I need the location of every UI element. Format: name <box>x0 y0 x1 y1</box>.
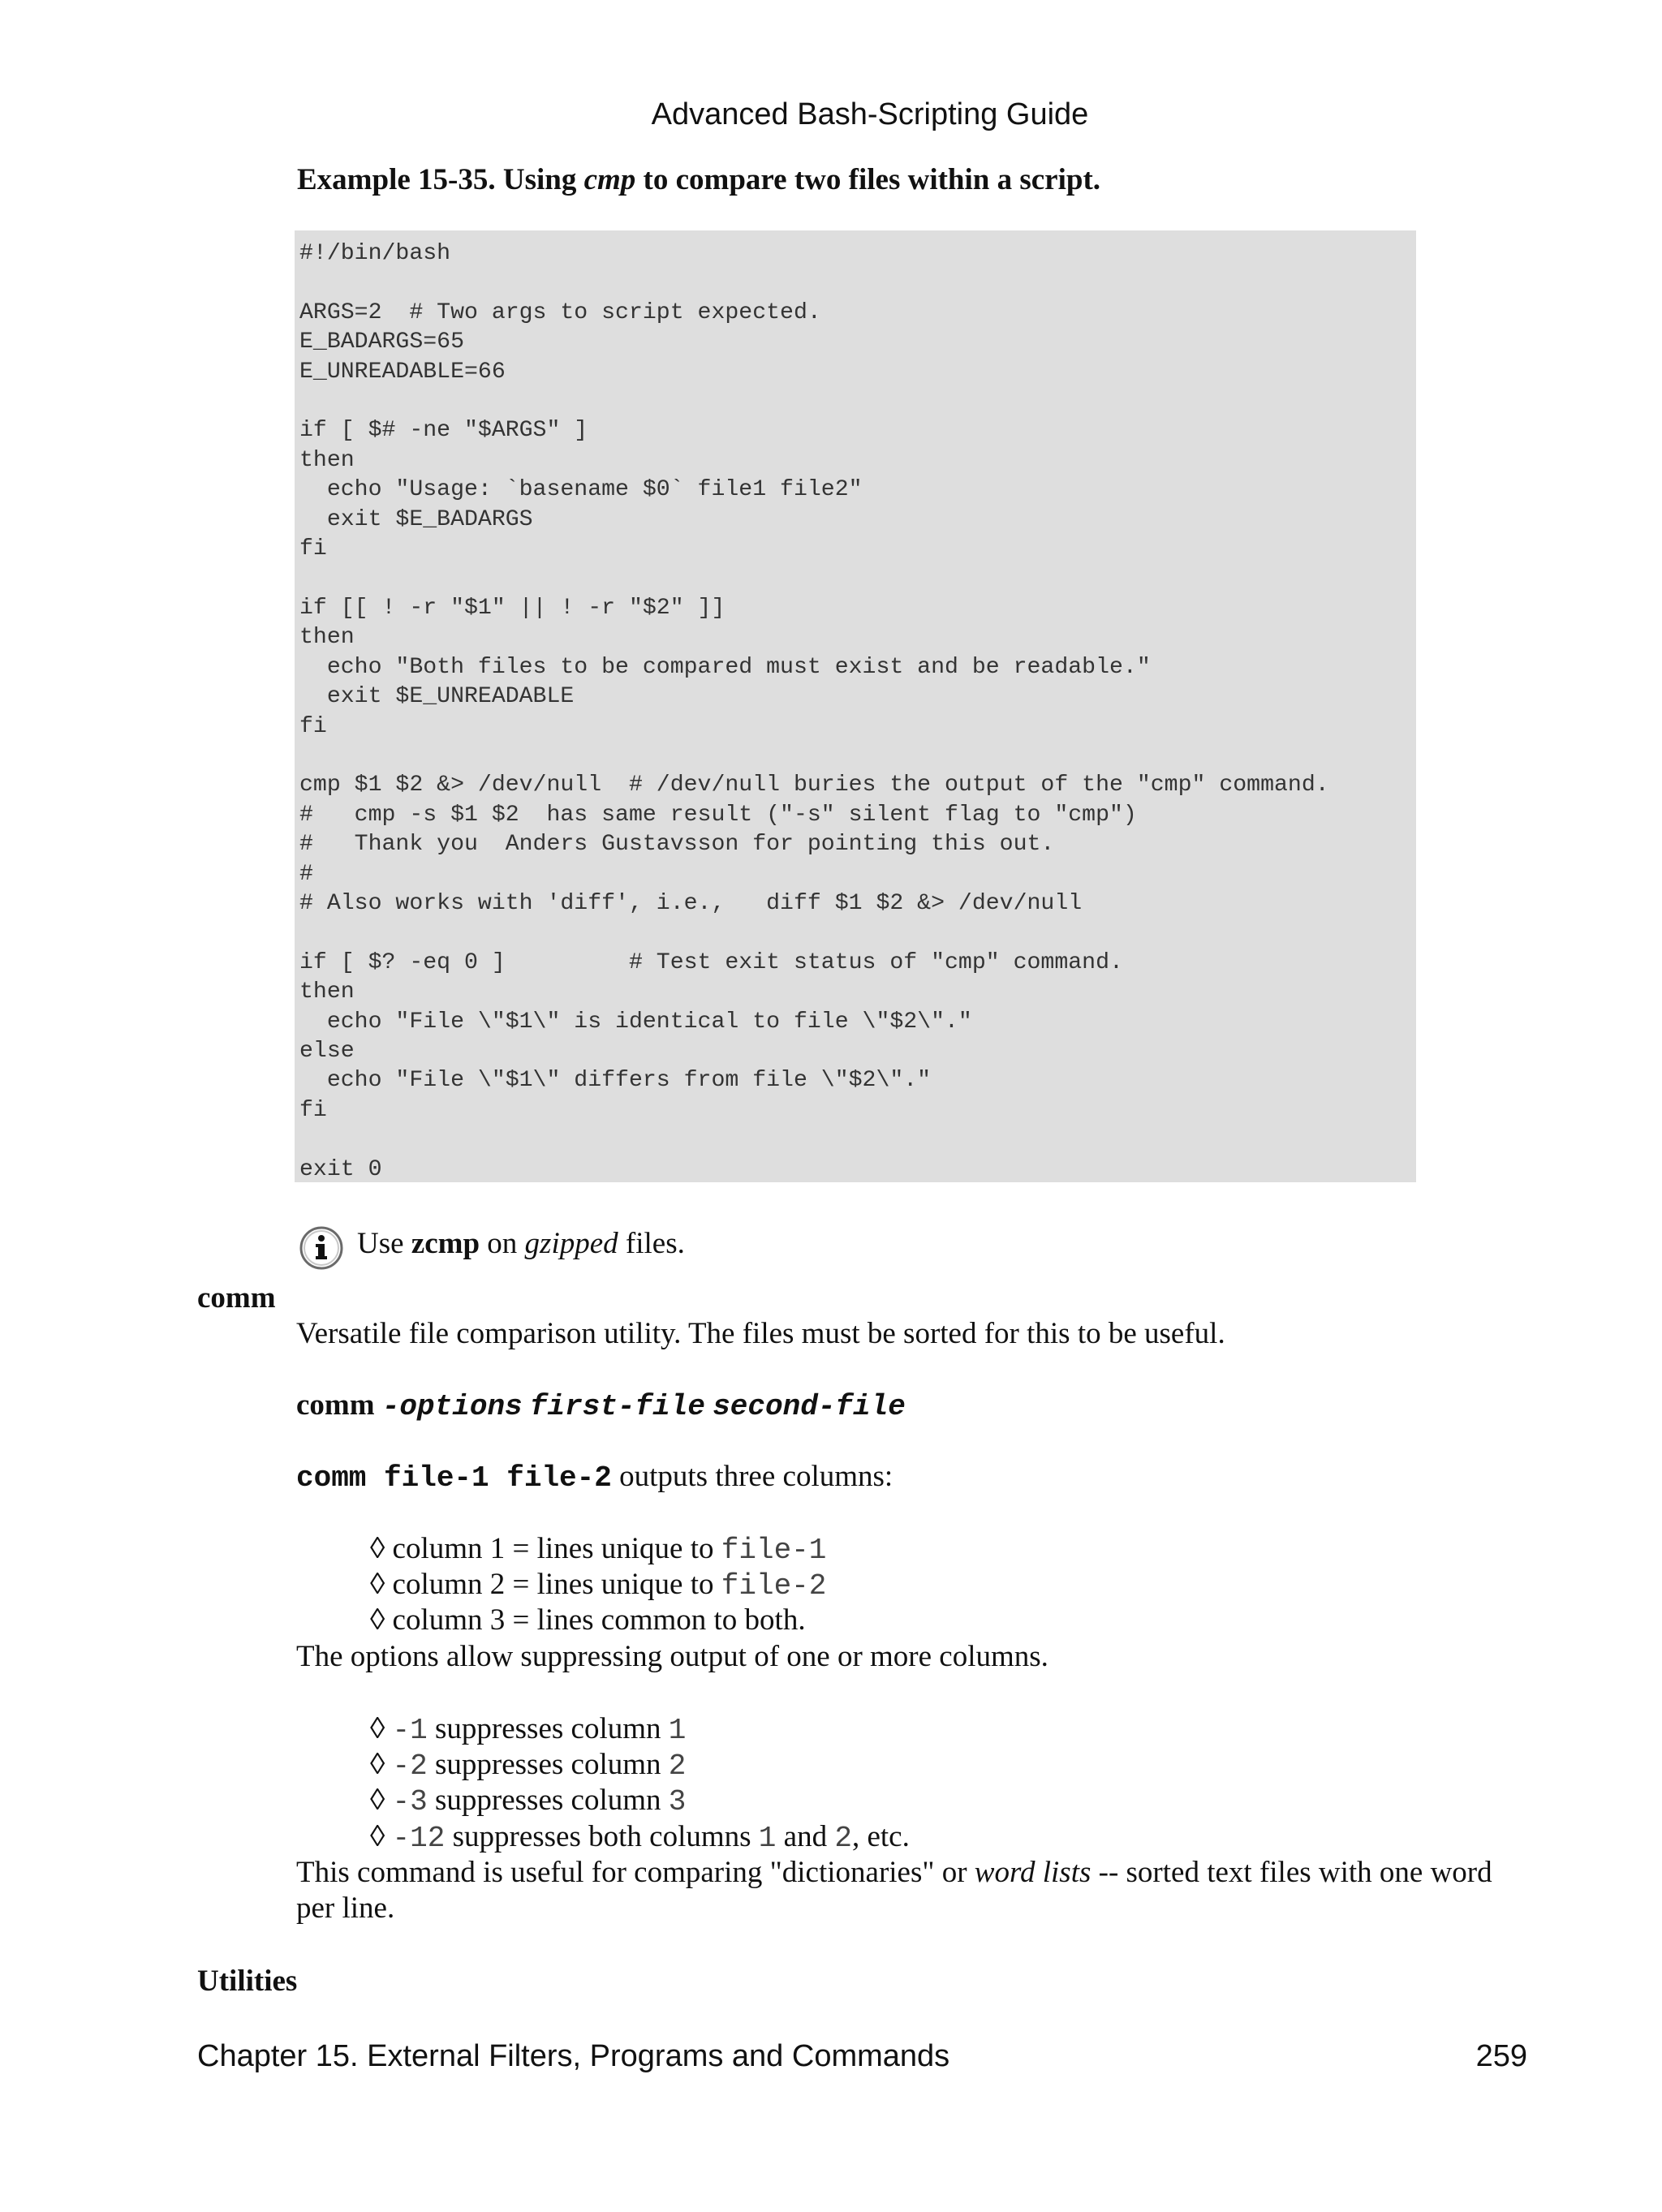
note-pre: Use <box>357 1227 411 1260</box>
option-item <box>370 1819 910 1855</box>
bullet: ◊ <box>370 1712 385 1745</box>
closing-post: -- sorted text files with one word <box>1091 1856 1492 1889</box>
closing-line-2: per line. <box>296 1891 395 1925</box>
option-item <box>370 1747 686 1783</box>
syntax-second-file: second-file <box>713 1390 906 1423</box>
comm-usage <box>296 1459 893 1495</box>
option-column: 1 <box>668 1714 687 1747</box>
syntax-first-file: first-file <box>529 1390 705 1423</box>
note-mid: on <box>480 1227 525 1260</box>
option-post: , etc. <box>851 1820 910 1853</box>
option-flag: -1 <box>392 1714 428 1747</box>
example-title <box>297 162 1100 197</box>
note-emphasis: gzipped <box>524 1227 618 1260</box>
column-item <box>370 1531 826 1567</box>
options-intro: The options allow suppressing output of one or more columns. <box>296 1640 1048 1673</box>
footer-page-number: 259 <box>1475 2039 1527 2073</box>
option-column-2: 2 <box>834 1822 852 1855</box>
option-column: 1 <box>758 1822 777 1855</box>
column-text: column 1 = lines unique to <box>392 1532 721 1565</box>
comm-syntax <box>296 1388 906 1423</box>
footer-chapter: Chapter 15. External Filters, Programs and Commands <box>197 2039 950 2073</box>
column-item <box>370 1567 826 1603</box>
syntax-command: comm <box>296 1388 375 1422</box>
note-text <box>357 1226 685 1261</box>
bullet: ◊ <box>370 1532 385 1565</box>
option-flag: -12 <box>392 1822 446 1855</box>
bullet: ◊ <box>370 1820 385 1853</box>
option-flag: -2 <box>392 1749 428 1783</box>
comm-description: Versatile file comparison utility. The files must be sorted for this to be useful. <box>296 1317 1225 1350</box>
column-code: file-2 <box>721 1569 827 1603</box>
info-icon <box>299 1225 344 1271</box>
option-item <box>370 1783 686 1818</box>
option-and: and <box>776 1820 835 1853</box>
column-text: column 3 = lines common to both. <box>392 1603 806 1637</box>
option-text: suppresses column <box>427 1712 669 1745</box>
example-suffix: to compare two files within a script. <box>635 163 1101 196</box>
column-text: column 2 = lines unique to <box>392 1568 721 1601</box>
example-command: cmp <box>583 163 636 196</box>
option-column: 3 <box>668 1785 687 1818</box>
column-code: file-1 <box>721 1534 827 1567</box>
option-text: suppresses column <box>427 1748 669 1781</box>
section-utilities: Utilities <box>197 1965 298 1998</box>
usage-text: outputs three columns: <box>611 1460 893 1493</box>
example-label: Example 15-35. Using <box>297 163 584 196</box>
option-column: 2 <box>668 1749 687 1783</box>
usage-code: comm file-1 file-2 <box>296 1461 612 1495</box>
syntax-options: -options <box>381 1390 523 1423</box>
option-flag: -3 <box>392 1785 428 1818</box>
running-header: Advanced Bash-Scripting Guide <box>651 97 1089 131</box>
closing-line-1 <box>296 1855 1492 1890</box>
code-block <box>295 230 1416 1182</box>
option-text: suppresses column <box>427 1784 669 1817</box>
option-item <box>370 1711 686 1747</box>
note-post: files. <box>618 1227 685 1260</box>
note-command: zcmp <box>411 1227 480 1260</box>
code-listing: #!/bin/bash ARGS=2 # Two args to script expected. E_BADARGS=65 E_UNREADABLE=66 if [ $# -ne "$ARGS" ] then echo "Usage: `basename $0` file1 file2" exit $E_BADARGS fi if [[ ! -r "$1" || ! -r "$2" ]] then echo "Both files to be compared must exist and be readable." exit $E_UNREADABLE fi cmp $1 $2 &> /dev/null # /dev/null buries the output of the "cmp" command. # cmp -s $1 $2 has same result ("-s" silent flag to "cmp") # Thank you Anders Gustavsson for pointing this out. # # Also works with 'diff', i.e., diff $1 $2 &> /dev/null if [ $? -eq 0 ] # Test exit status of "cmp" command. then echo "File \"$1\" is identical to file \"$2\"." else echo "File \"$1\" differs from file \"$2\"." fi exit 0 <box>299 241 1329 1182</box>
closing-emphasis: word lists <box>974 1856 1091 1889</box>
closing-pre: This command is useful for comparing "dictionaries" or <box>296 1856 975 1889</box>
bullet: ◊ <box>370 1568 385 1601</box>
bullet: ◊ <box>370 1784 385 1817</box>
column-item <box>370 1603 806 1637</box>
comm-term: comm <box>197 1281 276 1315</box>
bullet: ◊ <box>370 1748 385 1781</box>
bullet: ◊ <box>370 1603 385 1637</box>
option-text: suppresses both columns <box>445 1820 759 1853</box>
